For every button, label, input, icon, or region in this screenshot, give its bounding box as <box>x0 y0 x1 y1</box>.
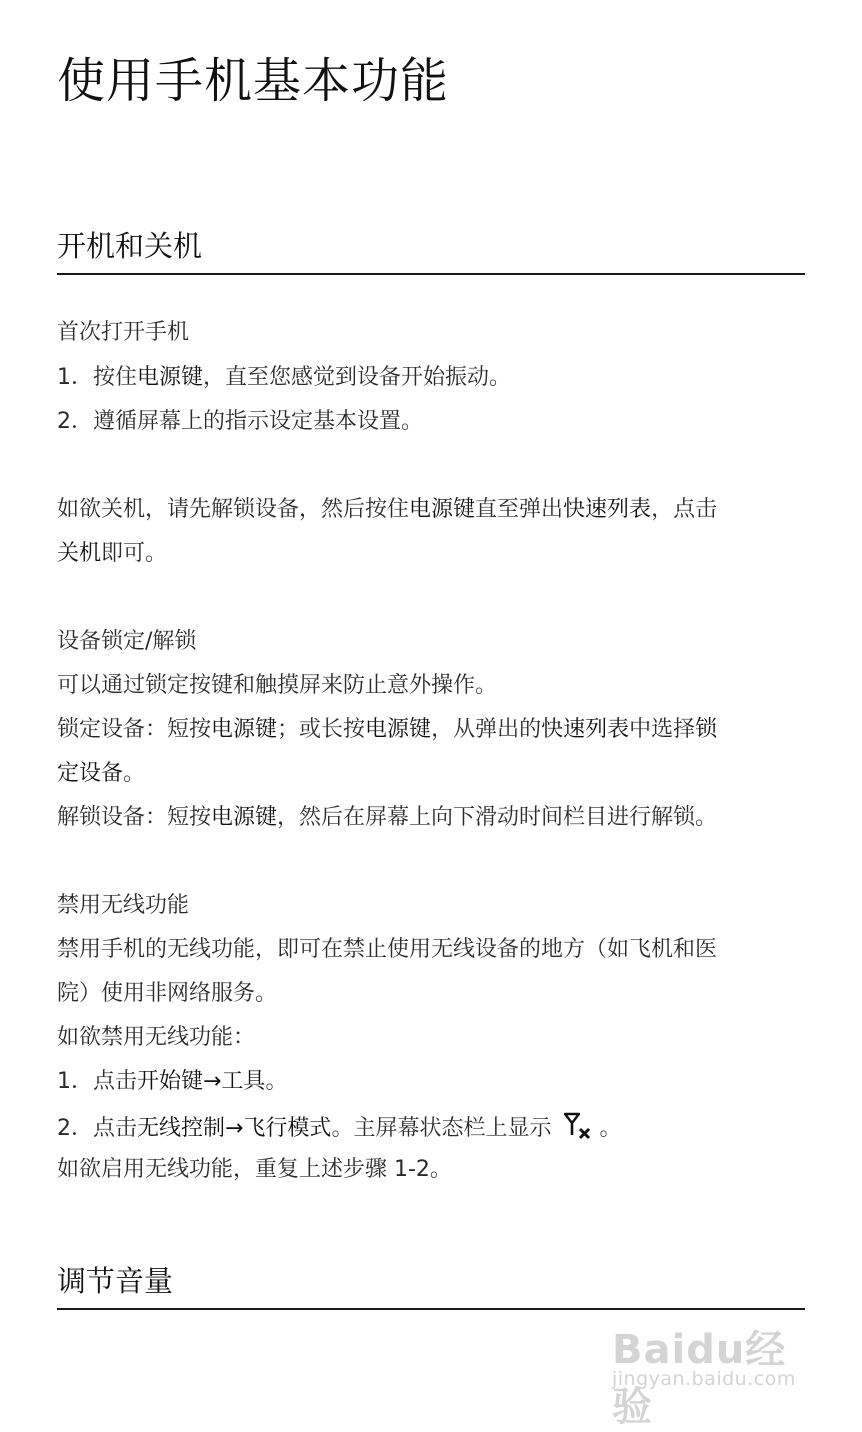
subheading-first-power-on: 首次打开手机 <box>57 320 190 345</box>
wireless-desc-line-2: 院）使用非网络服务。 <box>57 981 278 1006</box>
wireless-step-2: 2．点击无线控制→飞行模式。主屏幕状态栏上显示 。 <box>57 1111 817 1144</box>
power-key-label: 电源键 <box>137 365 204 390</box>
section-heading-power: 开机和关机 <box>57 224 805 275</box>
lock-instructions-line-2: 定设备。 <box>57 761 146 786</box>
wireless-desc-line-1: 禁用手机的无线功能，即可在禁止使用无线设备的地方（如飞机和医 <box>57 937 718 962</box>
power-off-line-2: 关机即可。 <box>57 541 168 566</box>
power-on-step-1: 1．按住电源键，直至您感觉到设备开始振动。 <box>57 365 512 390</box>
lock-intro: 可以通过锁定按键和触摸屏来防止意外操作。 <box>57 673 498 698</box>
wireless-how-to: 如欲禁用无线功能： <box>57 1025 256 1050</box>
subheading-wireless: 禁用无线功能 <box>57 893 190 918</box>
power-on-step-2: 2．遵循屏幕上的指示设定基本设置。 <box>57 409 423 434</box>
subheading-lock: 设备锁定/解锁 <box>57 629 197 654</box>
airplane-mode-signal-off-icon <box>563 1111 593 1141</box>
wireless-reenable: 如欲启用无线功能，重复上述步骤 1-2。 <box>57 1157 452 1182</box>
section-heading-volume: 调节音量 <box>57 1259 805 1310</box>
baidu-watermark <box>612 1300 812 1430</box>
lock-instructions-line-1: 锁定设备：短按电源键；或长按电源键，从弹出的快速列表中选择锁 <box>57 717 718 742</box>
unlock-instructions: 解锁设备：短按电源键，然后在屏幕上向下滑动时间栏目进行解锁。 <box>57 805 718 830</box>
watermark-logo: Baidu经验 <box>612 1327 787 1430</box>
power-off-line-1: 如欲关机，请先解锁设备，然后按住电源键直至弹出快速列表，点击 <box>57 497 718 522</box>
wireless-step-1: 1．点击开始键→工具。 <box>57 1069 288 1094</box>
watermark-url: jingyan.baidu.com <box>612 1368 796 1390</box>
page-title: 使用手机基本功能 <box>57 53 450 109</box>
